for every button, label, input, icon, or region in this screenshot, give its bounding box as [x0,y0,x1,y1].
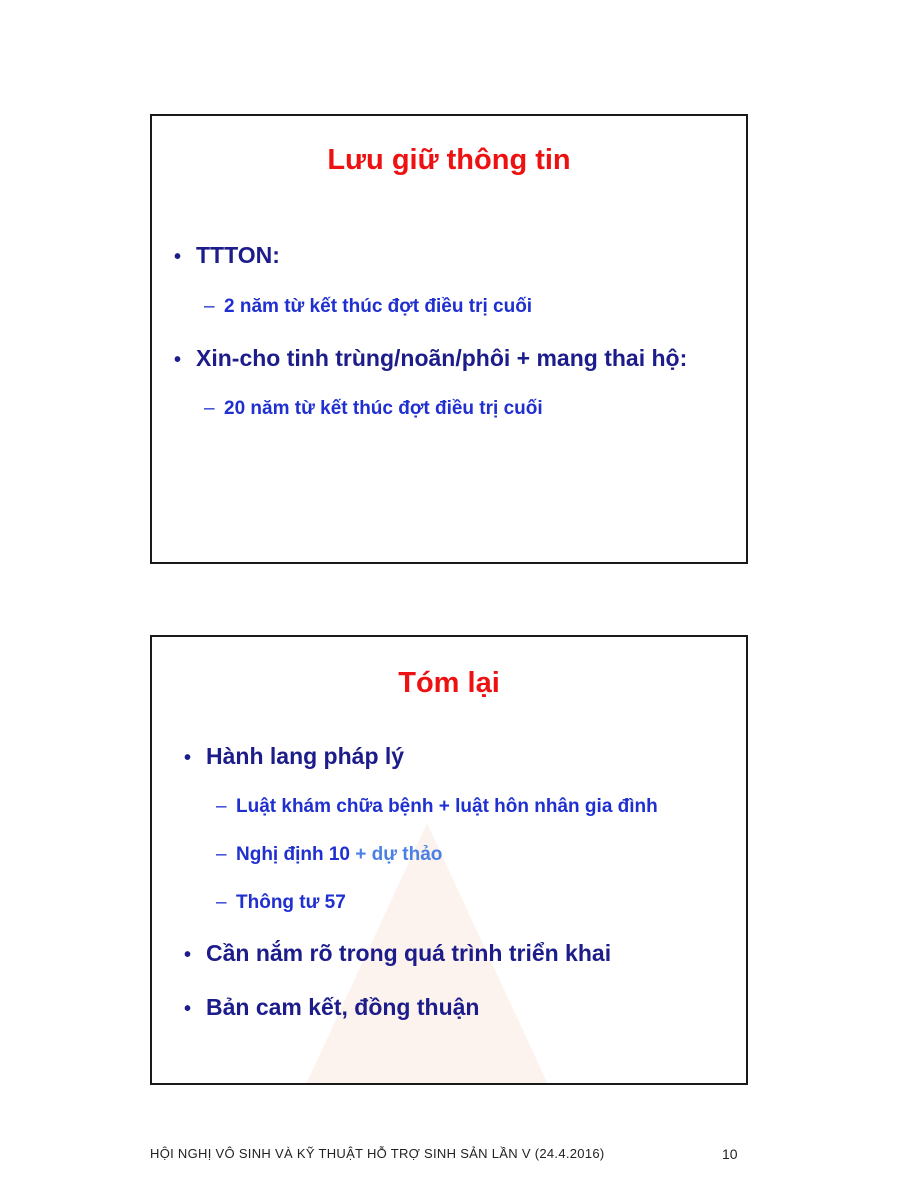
dash-icon: – [216,892,227,913]
sub-item-highlight: + dự thảo [350,844,443,865]
sub-item [216,892,346,914]
bullet-item [184,743,404,770]
bullet-text: TTTON: [196,242,280,268]
bullet-icon: • [174,246,182,268]
bullet-text: Cần nắm rõ trong quá trình triển khai [206,940,612,966]
bullet-icon: • [174,349,182,371]
dash-icon: – [204,398,215,419]
bullet-text: Bản cam kết, đồng thuận [206,994,480,1020]
dash-icon: – [204,296,215,317]
sub-item [216,844,442,866]
sub-item [204,398,543,420]
page-number: 10 [722,1146,738,1162]
sub-item-text: 20 năm từ kết thúc đợt điều trị cuối [224,398,543,419]
bullet-item [184,940,611,967]
page-footer: HỘI NGHỊ VÔ SINH VÀ KỸ THUẬT HỖ TRỢ SINH SẢN LẦN V (24.4.2016) [150,1146,605,1161]
bullet-item [174,242,280,269]
bullet-text: Hành lang pháp lý [206,743,405,769]
slide-title: Tóm lại [398,667,500,699]
bullet-icon: • [184,998,192,1020]
bullet-icon: • [184,747,192,769]
dash-icon: – [216,796,227,817]
sub-item-text: Luật khám chữa bệnh + luật hôn nhân gia đình [236,796,658,817]
sub-item-text: Thông tư 57 [236,892,346,913]
slide-summary [150,635,748,1085]
slide-title: Lưu giữ thông tin [327,144,571,176]
bullet-text: Xin-cho tinh trùng/noãn/phôi + mang thai hộ: [196,345,688,371]
sub-item [204,296,532,318]
bullet-item [174,345,687,372]
dash-icon: – [216,844,227,865]
sub-item [216,796,658,818]
bullet-item [184,994,479,1021]
sub-item-text: Nghị định 10 [236,844,350,865]
bullet-icon: • [184,944,192,966]
sub-item-text: 2 năm từ kết thúc đợt điều trị cuối [224,296,533,317]
slide-storage-info [150,114,748,564]
